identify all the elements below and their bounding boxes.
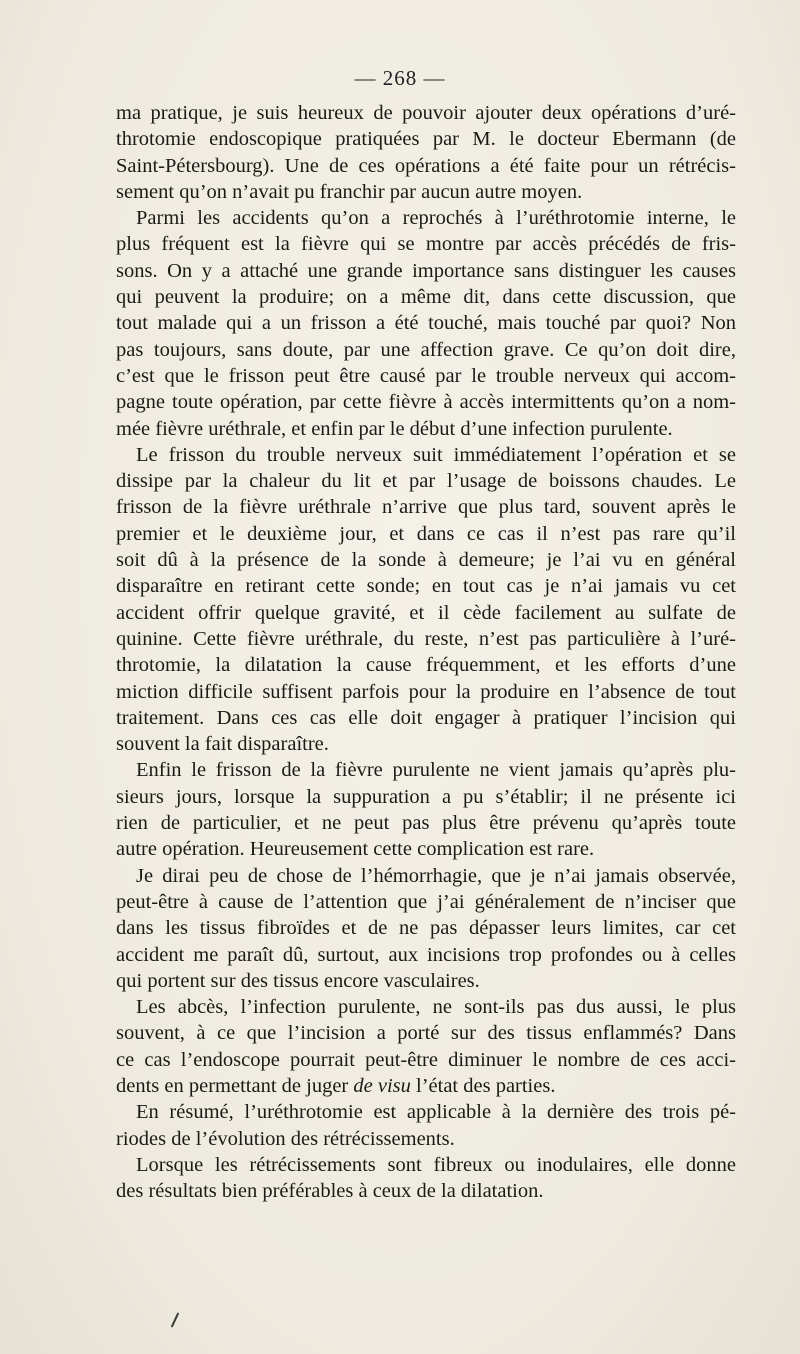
text-line: soit dû à la présence de la sonde à demeure; je l’ai vu en général	[116, 549, 736, 572]
text-line: accident me paraît dû, surtout, aux incisions trop profondes ou à celles	[116, 943, 736, 966]
text-line: qui peuvent la produire; on a même dit, dans cette discussion, que	[116, 286, 736, 309]
text-line: des résultats bien préférables à ceux de la dilatation.	[116, 1180, 544, 1203]
text-line: peut-être à cause de l’attention que j’ai généralement de n’inciser que	[116, 890, 736, 913]
text-line: dans les tissus fibroïdes et de ne pas dépasser leurs limites, car cet	[116, 917, 736, 940]
text-line: frisson de la fièvre uréthrale n’arrive que plus tard, souvent après le	[116, 496, 736, 519]
text-line: pas toujours, sans doute, par une affection grave. Ce qu’on doit dire,	[116, 338, 736, 361]
text-line: Enfin le frisson de la fièvre purulente ne vient jamais qu’après plu-	[136, 759, 736, 782]
text-line: mée fièvre uréthrale, et enfin par le début d’une infection purulente.	[116, 417, 673, 440]
text-line: sieurs jours, lorsque la suppuration a pu s’établir; il ne présente ici	[116, 785, 736, 808]
text-body	[116, 100, 736, 1204]
text-line: Je dirai peu de chose de l’hémorrhagie, que je n’ai jamais observée,	[136, 864, 736, 887]
text-line: ce cas l’endoscope pourrait peut-être diminuer le nombre de ces acci-	[116, 1048, 736, 1071]
text-line: plus fréquent est la fièvre qui se montre par accès précédés de fris-	[116, 233, 736, 256]
text-line: Lorsque les rétrécissements sont fibreux ou inodulaires, elle donne	[136, 1153, 736, 1176]
text-line: pagne toute opération, par cette fièvre à accès intermittents qu’on a nom-	[116, 391, 736, 414]
text-line: Le frisson du trouble nerveux suit immédiatement l’opération et se	[136, 443, 736, 466]
text-line: riodes de l’évolution des rétrécissements.	[116, 1127, 455, 1150]
text-line: accident offrir quelque gravité, et il cède facilement au sulfate de	[116, 601, 736, 624]
text-line: rien de particulier, et ne peut pas plus être prévenu qu’après toute	[116, 812, 736, 835]
text-line: disparaître en retirant cette sonde; en tout cas je n’ai jamais vu cet	[116, 575, 736, 598]
text-line: tout malade qui a un frisson a été touché, mais touché par quoi? Non	[116, 312, 736, 335]
text-line: premier et le deuxième jour, et dans ce cas il n’est pas rare qu’il	[116, 522, 736, 545]
text-line: traitement. Dans ces cas elle doit engager à pratiquer l’incision qui	[116, 706, 736, 729]
text-line: miction difficile suffisent parfois pour la produire en l’absence de tout	[116, 680, 736, 703]
text-line: sement qu’on n’avait pu franchir par aucun autre moyen.	[116, 180, 583, 203]
text-line: c’est que le frisson peut être causé par le trouble nerveux qui accom-	[116, 364, 736, 387]
italic-phrase: de visu	[353, 1074, 411, 1097]
text-line: dents en permettant de juger de visu l’état des parties.	[116, 1074, 556, 1097]
text-line: dissipe par la chaleur du lit et par l’usage de boissons chaudes. Le	[116, 470, 736, 493]
text-line: Parmi les accidents qu’on a reprochés à l’uréthrotomie interne, le	[136, 207, 736, 230]
text-line: throtomie endoscopique pratiquées par M. le docteur Ebermann (de	[116, 128, 736, 151]
text-line: quinine. Cette fièvre uréthrale, du reste, n’est pas particulière à l’uré-	[116, 627, 736, 650]
text-line: qui portent sur des tissus encore vasculaires.	[116, 969, 480, 992]
text-line: souvent la fait disparaître.	[116, 733, 329, 756]
text-line: Les abcès, l’infection purulente, ne sont-ils pas dus aussi, le plus	[136, 996, 736, 1019]
text-line: sons. On y a attaché une grande importance sans distinguer les causes	[116, 259, 736, 282]
text-line: autre opération. Heureusement cette complication est rare.	[116, 838, 595, 861]
text-line: throtomie, la dilatation la cause fréquemment, et les efforts d’une	[116, 654, 736, 677]
text-line: Saint-Pétersbourg). Une de ces opérations a été faite pour un rétrécis-	[116, 154, 736, 177]
text-line: En résumé, l’uréthrotomie est applicable à la dernière des trois pé-	[136, 1101, 736, 1124]
text-line: ma pratique, je suis heureux de pouvoir ajouter deux opérations d’uré-	[116, 102, 736, 124]
text-line: souvent, à ce que l’incision a porté sur des tissus enflammés? Dans	[116, 1022, 736, 1045]
page-number: — 268 —	[354, 66, 446, 90]
stray-ink-mark	[171, 1312, 180, 1327]
